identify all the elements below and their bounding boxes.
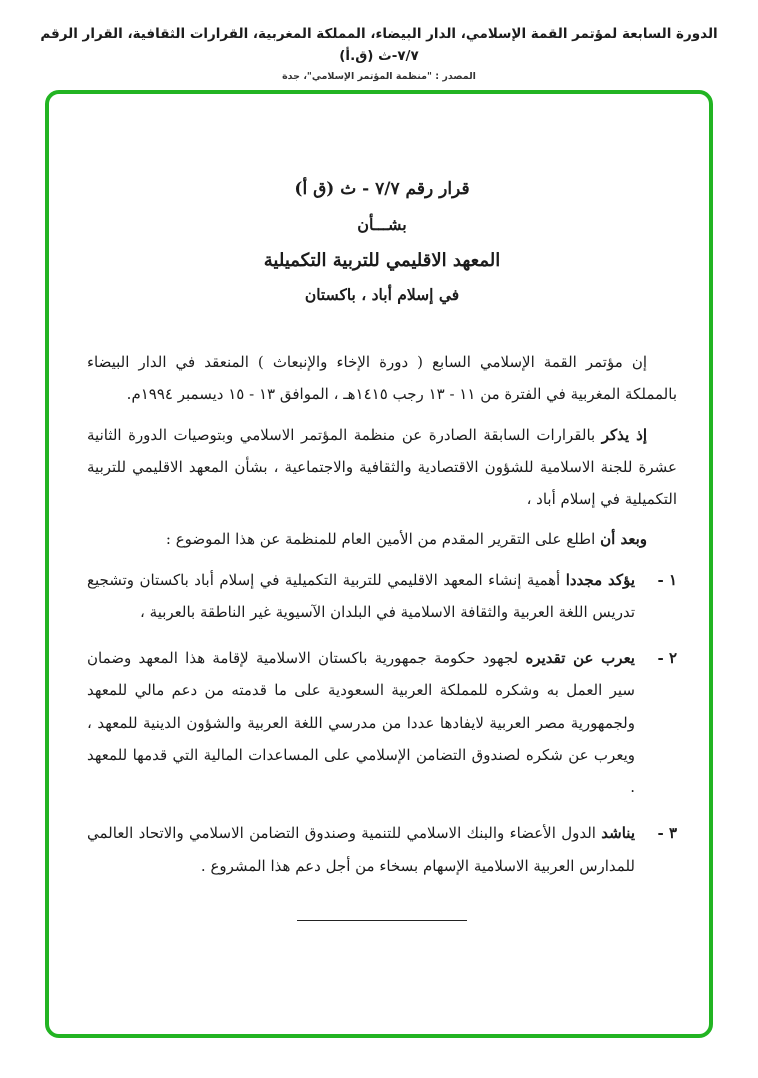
- clause-lead: يؤكد مجددا: [565, 570, 635, 589]
- document-body: [49, 94, 709, 1034]
- paragraph-lead: إذ يذكر: [601, 425, 647, 444]
- footer-rule: [297, 920, 467, 921]
- header-citation-line: الدورة السابعة لمؤتمر القمة الإسلامي، الدار البيضاء، المملكة المغربية، القرارات الثقافية، القرار الرقم ٧/٧-ث (ق.أ): [40, 26, 718, 64]
- clause-number: ١ -: [657, 570, 677, 589]
- green-border-frame: [45, 90, 713, 1038]
- clause-item: [87, 642, 677, 803]
- clause-text: [87, 564, 635, 629]
- numbered-clauses: [87, 564, 677, 882]
- clause-text: [87, 642, 635, 803]
- title-institute-name: المعهد الاقليمي للتربية التكميلية: [263, 250, 501, 271]
- clause-item: [87, 817, 677, 882]
- title-regarding: بشـــأن: [357, 215, 407, 234]
- preamble-paragraph: [87, 346, 677, 411]
- recalling-paragraph: [87, 419, 677, 516]
- clause-item: [87, 564, 677, 629]
- clause-lead: يناشد: [601, 824, 635, 843]
- clause-number: ٢ -: [657, 649, 677, 667]
- resolution-title-block: [87, 179, 677, 304]
- paragraph-text: بالقرارات السابقة الصادرة عن منظمة المؤتمر الاسلامي وبتوصيات الدورة الثانية عشرة للجنة الاسلامية للشؤون الاقتصادية والثقافية والاجتماعية ، بشأن المعهد الاقليمي للتربية التكميلية في إسلام أباد ،: [87, 425, 677, 508]
- having-reviewed-paragraph: [87, 523, 677, 555]
- clause-body: أهمية إنشاء المعهد الاقليمي للتربية التكميلية في إسلام أباد باكستان وتشجيع تدريس اللغة العربية والثقافة الاسلامية في البلدان الآسيوية غير الناطقة بالعربية ،: [87, 570, 635, 621]
- paragraph-text: إن مؤتمر القمة الإسلامي السابع ( دورة الإخاء والإنبعاث ) المنعقد في الدار البيضاء بالمملكة المغربية في الفترة من ١١ - ١٣ رجب ١٤١٥هـ ، الموافق ١٣ - ١٥ ديسمبر ١٩٩٤م.: [87, 353, 677, 404]
- resolution-number: قرار رقم ٧/٧ - ث (ق أ): [294, 179, 470, 199]
- paragraph-lead: وبعد أن: [600, 530, 647, 549]
- clause-body: الدول الأعضاء والبنك الاسلامي للتنمية وصندوق التضامن الاسلامي والاتحاد العالمي للمدارس العربية الاسلامية الإسهام بسخاء من أجل دعم هذا المشروع .: [87, 824, 635, 875]
- clause-lead: يعرب عن تقديره: [525, 649, 635, 667]
- clause-body: لجهود حكومة جمهورية باكستان الاسلامية لإقامة هذا المعهد وضمان سير العمل به وشكره للمملكة العربية السعودية على ما قدمته من دعم مالي للمعهد ولجمهورية مصر العربية لايفادها عددا من مدرسي اللغة العربية والشؤون الدينية للمعهد ، ويعرب عن شكره لصندوق التضامن الإسلامي على المساعدات المالية التي قدمها للمعهد .: [87, 649, 635, 796]
- title-location: في إسلام أباد ، باكستان: [304, 285, 460, 304]
- clause-number: ٣ -: [657, 824, 677, 843]
- resolution-text: [87, 346, 677, 921]
- document-header: [0, 24, 758, 82]
- clause-text: [87, 817, 635, 882]
- paragraph-text: اطلع على التقرير المقدم من الأمين العام للمنظمة عن هذا الموضوع :: [165, 530, 596, 549]
- header-source-line: المصدر : "منظمة المؤتمر الإسلامي"، جدة: [282, 71, 476, 83]
